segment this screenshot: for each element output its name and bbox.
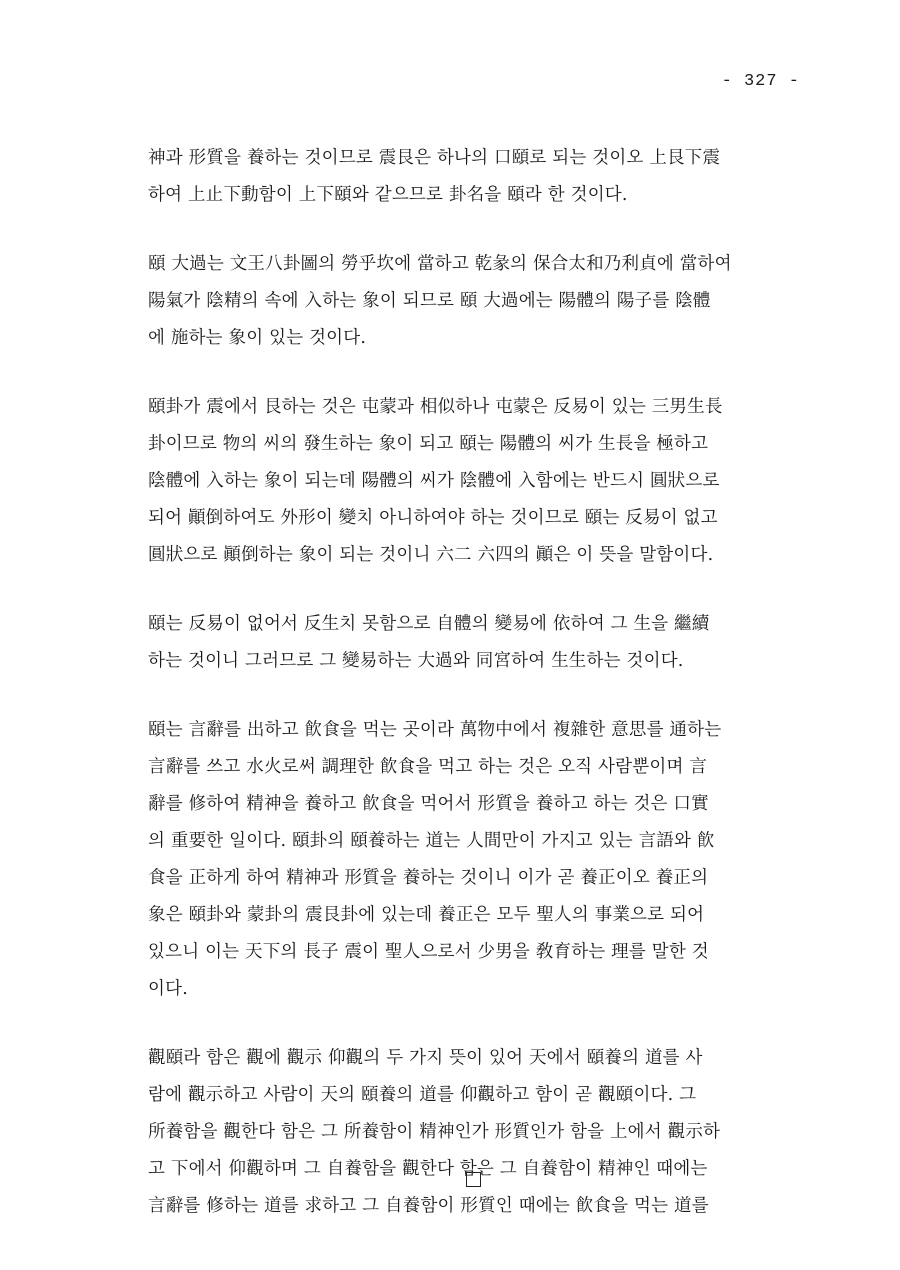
text-line: 이다. — [148, 979, 188, 999]
footer-square-icon — [466, 1172, 481, 1187]
text-line: 卦이므로 物의 씨의 發生하는 象이 되고 頤는 陽體의 씨가 生長을 極하고 — [148, 434, 709, 454]
text-line: 頤卦가 震에서 艮하는 것은 屯蒙과 相似하나 屯蒙은 反易이 있는 三男生長 — [148, 397, 723, 417]
text-line: 하는 것이니 그러므로 그 變易하는 大過와 同宮하여 生生하는 것이다. — [148, 651, 684, 671]
text-line: 神과 形質을 養하는 것이므로 震艮은 하나의 口頤로 되는 것이오 上艮下震 — [148, 148, 721, 168]
paragraph-6 — [148, 1040, 802, 1225]
text-line: 의 重要한 일이다. 頤卦의 頤養하는 道는 人間만이 가지고 있는 言語와 飮 — [148, 831, 715, 851]
text-line: 陽氣가 陰精의 속에 入하는 象이 되므로 頤 大過에는 陽體의 陽子를 陰體 — [148, 291, 711, 311]
text-line: 觀頤라 함은 觀에 觀示 仰觀의 두 가지 뜻이 있어 天에서 頤養의 道를 사 — [148, 1048, 703, 1068]
text-line: 言辭를 쓰고 水火로써 調理한 飮食을 먹고 하는 것은 오직 사람뿐이며 言 — [148, 757, 708, 777]
text-line: 辭를 修하여 精神을 養하고 飮食을 먹어서 形質을 養하고 하는 것은 口實 — [148, 794, 709, 814]
text-line: 所養함을 觀한다 함은 그 所養함이 精神인가 形質인가 함을 上에서 觀示하 — [148, 1122, 721, 1142]
page-number: - 327 - — [721, 72, 800, 91]
paragraph-3 — [148, 389, 802, 574]
text-line: 頤는 反易이 없어서 反生치 못함으로 自體의 變易에 依하여 그 生을 繼續 — [148, 614, 710, 634]
text-line: 頤는 言辭를 出하고 飮食을 먹는 곳이라 萬物中에서 複雜한 意思를 通하는 — [148, 720, 722, 740]
paragraph-1 — [148, 140, 802, 214]
text-line: 圓狀으로 顚倒하는 象이 되는 것이니 六二 六四의 顚은 이 뜻을 말함이다. — [148, 545, 714, 565]
text-line: 람에 觀示하고 사람이 天의 頤養의 道를 仰觀하고 함이 곧 觀頤이다. 그 — [148, 1085, 697, 1105]
paragraph-4 — [148, 606, 802, 680]
text-line: 陰體에 入하는 象이 되는데 陽體의 씨가 陰體에 入함에는 반드시 圓狀으로 — [148, 471, 720, 491]
text-line: 고 下에서 仰觀하며 그 自養함을 觀한다 함은 그 自養함이 精神인 때에는 — [148, 1159, 708, 1179]
text-line: 있으니 이는 天下의 長子 震이 聖人으로서 少男을 敎育하는 理를 말한 것 — [148, 942, 709, 962]
text-line: 하여 上止下動함이 上下頤와 같으므로 卦名을 頤라 한 것이다. — [148, 185, 628, 205]
text-line: 象은 頤卦와 蒙卦의 震艮卦에 있는데 養正은 모두 聖人의 事業으로 되어 — [148, 905, 705, 925]
paragraph-5 — [148, 712, 802, 1008]
text-line: 되어 顚倒하여도 外形이 變치 아니하여야 하는 것이므로 頤는 反易이 없고 — [148, 508, 718, 528]
text-line: 에 施하는 象이 있는 것이다. — [148, 328, 367, 348]
document-body — [148, 140, 802, 1257]
text-line: 頤 大過는 文王八卦圖의 勞乎坎에 當하고 乾彖의 保合太和乃利貞에 當하여 — [148, 254, 732, 274]
text-line: 食을 正하게 하여 精神과 形質을 養하는 것이니 이가 곧 養正이오 養正의 — [148, 868, 709, 888]
paragraph-2 — [148, 246, 802, 357]
text-line: 言辭를 修하는 道를 求하고 그 自養함이 形質인 때에는 飮食을 먹는 道를 — [148, 1196, 709, 1216]
